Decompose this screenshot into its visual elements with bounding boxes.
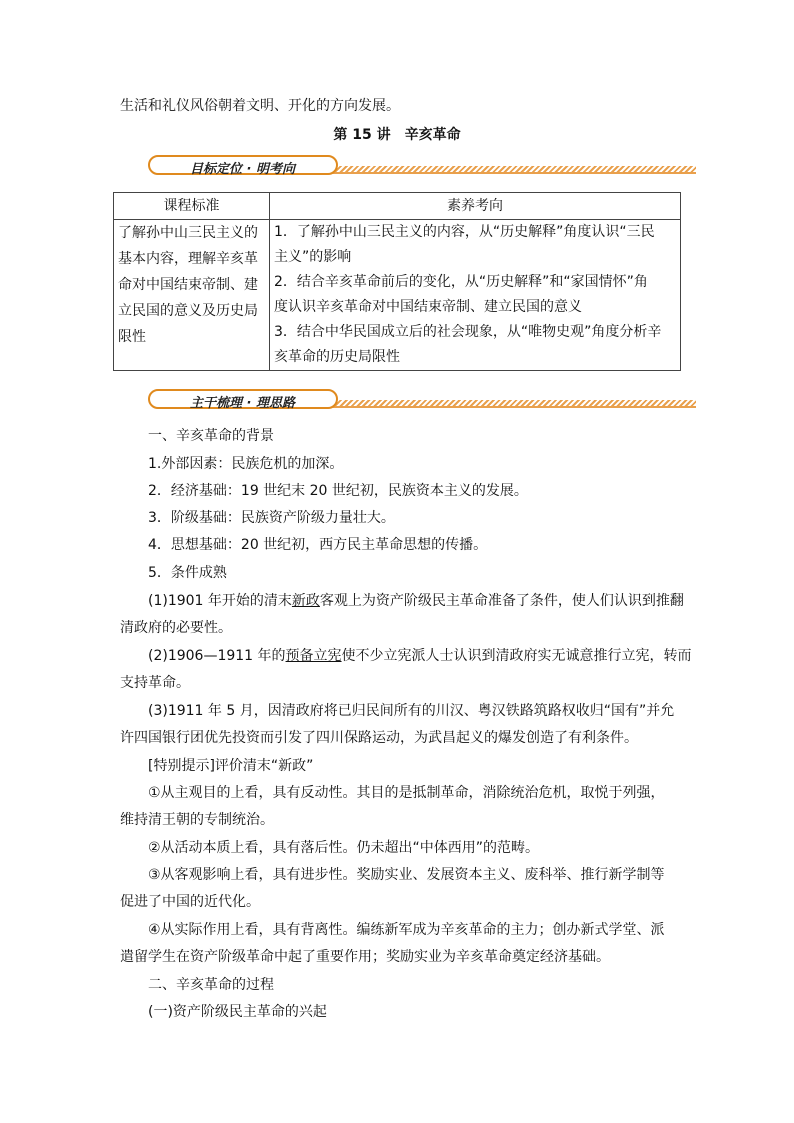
standard-line: 基本内容，理解辛亥革 xyxy=(118,251,258,267)
text-run: 客观上为资产阶级民主革命准备了条件，使人们认识到推翻 xyxy=(319,593,684,609)
standard-line: 限性 xyxy=(118,329,146,345)
banner-label: 主干梳理 · 理思路 xyxy=(190,396,295,411)
paragraph: 1.外部因素：民族危机的加深。 xyxy=(148,456,344,472)
curriculum-table xyxy=(113,192,681,371)
aims-line: 亥革命的历史局限性 xyxy=(274,349,400,365)
intro-tail-text: 生活和礼仪风俗朝着文明、开化的方向发展。 xyxy=(120,98,400,114)
aims-line: 1．了解孙中山三民主义的内容，从“历史解释”角度认识“三民 xyxy=(274,224,655,240)
paragraph xyxy=(148,646,692,666)
tip-heading: [特别提示]评价清末“新政” xyxy=(148,758,314,774)
standard-cell xyxy=(114,220,270,371)
paragraph: 4．思想基础：20 世纪初，西方民主革命思想的传播。 xyxy=(148,537,488,553)
section-heading: 一、辛亥革命的背景 xyxy=(148,428,274,444)
table-header-row xyxy=(114,193,681,220)
banner-tab xyxy=(148,389,338,409)
paragraph-continuation: 许四国银行团优先投资而引发了四川保路运动，为武昌起义的爆发创造了有利条件。 xyxy=(120,730,638,746)
paragraph: ③从客观影响上看，具有进步性。奖励实业、发展资本主义、废科举、推行新学制等 xyxy=(148,867,665,883)
text-run: 使不少立宪派人士认识到清政府实无诚意推行立宪，转而 xyxy=(341,648,692,664)
aims-line: 主义”的影响 xyxy=(274,249,352,265)
paragraph: ②从活动本质上看，具有落后性。仍未超出“中体西用”的范畴。 xyxy=(148,840,540,856)
section-banner-outline xyxy=(148,389,696,411)
banner-hatch xyxy=(334,166,696,172)
paragraph-continuation: 清政府的必要性。 xyxy=(120,620,232,636)
paragraph-continuation: 促进了中国的近代化。 xyxy=(120,894,260,910)
table-header-standard: 课程标准 xyxy=(114,193,270,220)
paragraph: ①从主观目的上看，具有反动性。其目的是抵制革命，消除统治危机，取悦于列强， xyxy=(148,785,665,801)
table-row xyxy=(114,220,681,371)
paragraph xyxy=(148,591,684,611)
text-run: (2)1906—1911 年的 xyxy=(148,648,286,664)
paragraph: ④从实际作用上看，具有背离性。编练新军成为辛亥革命的主力；创办新式学堂、派 xyxy=(148,922,665,938)
paragraph-continuation: 遣留学生在资产阶级革命中起了重要作用；奖励实业为辛亥革命奠定经济基础。 xyxy=(120,949,610,965)
banner-tab xyxy=(148,155,338,175)
table-header-aims: 素养考向 xyxy=(270,193,681,220)
paragraph-continuation: 维持清王朝的专制统治。 xyxy=(120,812,274,828)
standard-line: 命对中国结束帝制、建 xyxy=(118,277,258,293)
banner-label: 目标定位 · 明考向 xyxy=(190,162,295,177)
lesson-title: 第 15 讲 辛亥革命 xyxy=(333,127,461,143)
standard-line: 了解孙中山三民主义的 xyxy=(118,225,258,241)
underlined-term: 新政 xyxy=(291,593,320,609)
text-run: (1)1901 年开始的清末 xyxy=(148,593,292,609)
underlined-term: 预备立宪 xyxy=(285,648,342,664)
paragraph: 3．阶级基础：民族资产阶级力量壮大。 xyxy=(148,510,395,526)
aims-line: 3．结合中华民国成立后的社会现象，从“唯物史观”角度分析辛 xyxy=(274,324,662,340)
paragraph: 2．经济基础：19 世纪末 20 世纪初，民族资本主义的发展。 xyxy=(148,483,528,499)
aims-line: 2．结合辛亥革命前后的变化，从“历史解释”和“家国情怀”角 xyxy=(274,274,648,290)
paragraph: 5．条件成熟 xyxy=(148,565,227,581)
subsection-heading: (一)资产阶级民主革命的兴起 xyxy=(148,1004,327,1020)
section-banner-goals xyxy=(148,155,696,177)
standard-line: 立民国的意义及历史局 xyxy=(118,303,258,319)
banner-hatch xyxy=(334,400,696,406)
aims-cell xyxy=(270,220,681,371)
paragraph-continuation: 支持革命。 xyxy=(120,675,190,691)
section-heading: 二、辛亥革命的过程 xyxy=(148,977,274,993)
aims-line: 度认识辛亥革命对中国结束帝制、建立民国的意义 xyxy=(274,299,582,315)
paragraph: (3)1911 年 5 月，因清政府将已归民间所有的川汉、粤汉铁路筑路权收归“国有”并允 xyxy=(148,703,675,719)
